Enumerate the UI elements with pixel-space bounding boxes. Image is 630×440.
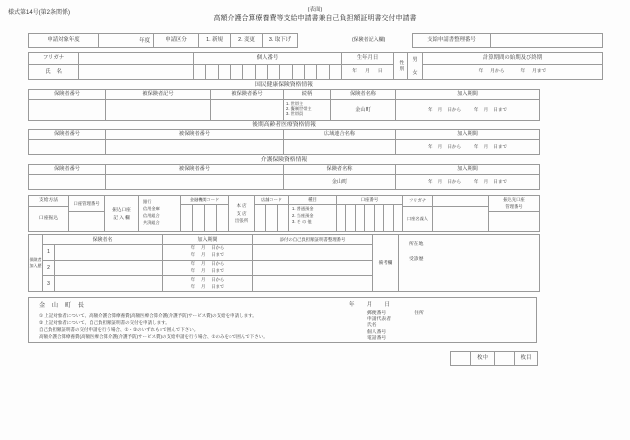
account-type-label: 種目: [289, 196, 336, 205]
birthdate-field: 年 月 日: [352, 69, 383, 75]
kokuho-insurer-name-header: 保険者名称: [331, 90, 396, 99]
account-holder-field: [433, 207, 488, 231]
relation-option-2: 2. 擬制世帯主: [286, 106, 312, 112]
kokuho-insurer-name-value: 金山町: [331, 100, 396, 120]
history-row-1: [43, 245, 372, 261]
kaigo-insured-no-header: 被保険者番号: [106, 165, 284, 174]
branch-type-branch: 支 店: [236, 210, 247, 216]
applicant-name-label: 氏名: [367, 323, 377, 329]
history-period-to: 年 月 日まで: [190, 283, 225, 289]
declaration-line-1: ① 上記対象者について、高額介護合算療養費(高額医療合算介護(介護予防)サービス費)の支給を申請します。: [39, 313, 257, 318]
form-side-label: (表面): [307, 7, 323, 13]
target-year-label: 申請対象年度: [29, 34, 99, 47]
calc-period-label: 計算期間の始期及び終期: [423, 53, 602, 65]
birthdate-label: 生年月日: [342, 53, 393, 65]
kouki-section-title: 後期高齢者医療資格情報: [252, 122, 316, 128]
applicant-representative-label: 申請代表者: [367, 317, 391, 323]
branch-code-boxes: [255, 205, 288, 231]
account-type-options: [289, 205, 336, 231]
kokuho-section-title: 国民健康保険資格情報: [255, 82, 313, 88]
payment-method-value: 口座振込: [38, 216, 59, 222]
history-period-from: 年 月 日から: [190, 276, 225, 282]
page-count-current-label: 枚目: [520, 355, 532, 362]
history-period-to: 年 月 日まで: [190, 268, 225, 273]
account-type-ordinary: 1. 普通預金: [292, 206, 314, 211]
bank-type-credit-union: 信用組合: [143, 213, 160, 219]
page-count-current-field: [495, 352, 515, 365]
kouki-insurer-no-header: 保険者番号: [29, 130, 106, 139]
kouki-insured-no-header: 被保険者番号: [106, 130, 284, 139]
applicant-phone-label: 電話番号: [367, 335, 387, 341]
history-row-no: 3: [43, 276, 55, 291]
kouki-period-header: 加入期間: [457, 131, 478, 138]
account-number-label: 口座番号: [337, 196, 402, 205]
declaration-note-1: 自己負担額証明書の交付申請を行う場合、①・②のいずれも○で囲んで下さい。: [39, 327, 199, 332]
applicant-address-label: 住所: [414, 311, 424, 316]
kokuho-insured-no-field: [211, 100, 284, 120]
declaration-note-2: 高額介護合算療養費(高額医療合算介護(介護予防)サービス費)の支給申請を行う場合、①のみを○で囲んで下さい。: [39, 334, 268, 339]
addressee-mayor: 金 山 町 長: [39, 302, 87, 309]
branch-type-head-office: 本 店: [236, 202, 247, 208]
branch-code-label: 店舗コード: [255, 196, 288, 205]
name-label: 氏 名: [45, 68, 62, 75]
account-holder-label: 口座名義人: [403, 207, 433, 231]
kaigo-insurer-name-header: 保険者名称: [284, 165, 396, 174]
history-serial-field: [253, 276, 372, 291]
kokuho-period-header: 加入期間: [457, 91, 478, 98]
payment-serial-field: [491, 34, 602, 47]
bank-type-options: [139, 196, 181, 231]
kaigo-insured-no-field: [106, 175, 284, 189]
payment-serial-label: 支給申請書整理番号: [413, 34, 491, 47]
history-insurer-name-field: [55, 245, 163, 260]
furigana-field: [79, 53, 193, 65]
kaigo-insurer-no-header: 保険者番号: [29, 165, 106, 174]
page-count-total-field: [451, 352, 471, 365]
history-row-no: 2: [43, 261, 55, 276]
kokuho-relation-header: 続柄: [284, 90, 331, 99]
account-mgmt-no-field: [69, 212, 104, 231]
kouki-union-name-field: [284, 140, 396, 154]
relation-option-1: 1. 世帯主: [286, 101, 304, 106]
bank-code-boxes: [181, 205, 228, 231]
kaigo-insurer-no-field: [29, 175, 106, 189]
history-side-label-1: 保険者: [29, 257, 42, 262]
remarks-content: [399, 235, 539, 291]
target-year-field: [99, 34, 154, 47]
nendo-suffix: 年度: [139, 38, 150, 44]
history-period-to: 年 月 日まで: [190, 252, 225, 258]
name-field: [79, 65, 193, 79]
sex-label: 性別: [398, 60, 404, 72]
history-period-from: 年 月 日から: [190, 261, 225, 267]
history-serial-field: [253, 245, 372, 260]
relation-option-3: 3. 世帯員: [286, 111, 304, 117]
transfer-account-label-2: 記 入 欄: [113, 214, 130, 220]
kaigo-insurer-name-value: 金山町: [284, 175, 396, 189]
payment-method-label: 支給方法: [29, 196, 68, 207]
kokuho-insurer-no-field: [29, 100, 106, 120]
form-number: 様式第14号(第2条関係): [8, 10, 71, 16]
history-insurer-name-field: [55, 261, 163, 276]
account-type-current: 2. 当座預金: [292, 212, 314, 218]
account-furigana-field: [433, 196, 488, 206]
kouki-insured-no-field: [106, 140, 284, 154]
applicant-postal-label: 郵便番号: [367, 311, 387, 316]
application-category-label: 申請区分: [154, 34, 199, 47]
transfer-account-label-1: 振込口座: [112, 206, 131, 212]
sex-option-male: 男: [412, 56, 418, 63]
bank-type-shinkin: 信用金庫: [143, 206, 160, 212]
account-type-other: 3. そ の 他: [292, 219, 312, 225]
category-option-withdraw: 3. 取下げ: [268, 37, 292, 44]
history-period-from: 年 月 日から: [190, 245, 225, 251]
account-mgmt-no-label: 口座管理番号: [69, 196, 104, 212]
kaigo-period-header: 加入期間: [457, 166, 478, 173]
remarks-visit-history-label: 受診歴: [409, 256, 424, 262]
kouki-union-name-header: 広域連合名称: [284, 130, 396, 139]
history-row-2: [43, 261, 372, 277]
kokuho-symbol-field: [106, 100, 211, 120]
history-row-3: [43, 276, 372, 291]
dest-account-mgmt-label-1: 振込先口座: [503, 197, 525, 203]
account-number-boxes: [337, 205, 402, 231]
kouki-insurer-no-field: [29, 140, 106, 154]
applicant-personal-no-label: 個人番号: [367, 329, 387, 335]
sex-label-cell: [394, 53, 408, 79]
kokuho-symbol-header: 被保険者記号: [106, 90, 211, 99]
kaigo-period-field: 年 月 日から 年 月 日まで: [427, 179, 508, 185]
history-period-header: 加入期間: [163, 235, 253, 244]
history-serial-header: 添付の自己負担額証明書整理番号: [279, 236, 346, 242]
furigana-label: フリガナ: [29, 53, 78, 65]
remarks-label: 備考欄: [373, 235, 399, 291]
personal-number-label: 個人番号: [194, 53, 341, 65]
history-row-no: 1: [43, 245, 55, 260]
branch-type-sub-branch: 出張所: [234, 218, 249, 224]
history-insurer-name-field: [55, 276, 163, 291]
category-option-new: 1. 新規: [199, 34, 231, 47]
dest-account-mgmt-label-2: 管理番号: [505, 203, 523, 209]
account-furigana-label: フリガナ: [403, 196, 433, 206]
declaration-date-field: 年 月 日: [349, 302, 390, 308]
bank-code-label: 金融機関コード: [181, 196, 228, 205]
declaration-line-2: ② 上記対象者について、自己負担額証明書の交付を申請します。: [39, 320, 170, 325]
kokuho-insurer-no-header: 保険者番号: [29, 90, 106, 99]
page-count-total-label: 枚中: [471, 352, 495, 365]
history-insurer-name-header: 保険者名: [43, 235, 163, 244]
personal-number-boxes: [194, 65, 341, 79]
history-side-label-2: 加入歴: [29, 263, 42, 268]
bank-type-bank: 銀行: [143, 199, 152, 204]
kouki-period-field: 年 月 日から 年 月 日まで: [427, 144, 508, 150]
history-serial-field: [253, 261, 372, 276]
bank-type-mutual-aid: 共済組合: [143, 220, 160, 226]
kokuho-period-field: 年 月 日から 年 月 日まで: [427, 107, 508, 113]
category-option-change: 2. 変更: [231, 34, 263, 47]
sex-option-female: 女: [412, 69, 418, 76]
form-title: 高額介護合算療養費等支給申請書兼自己負担額証明書交付申請書: [213, 15, 417, 22]
kokuho-insured-no-header: 被保険者番号: [211, 90, 284, 99]
kaigo-section-title: 介護保険資格情報: [260, 157, 308, 163]
dest-account-mgmt-field: [489, 212, 539, 231]
calc-period-field: 年 月から 年 月まで: [478, 69, 547, 75]
insurer-entry-note: (保険者記入欄): [352, 37, 386, 43]
kokuho-relation-options: [284, 100, 331, 120]
remarks-location-label: 所在地: [409, 242, 424, 247]
